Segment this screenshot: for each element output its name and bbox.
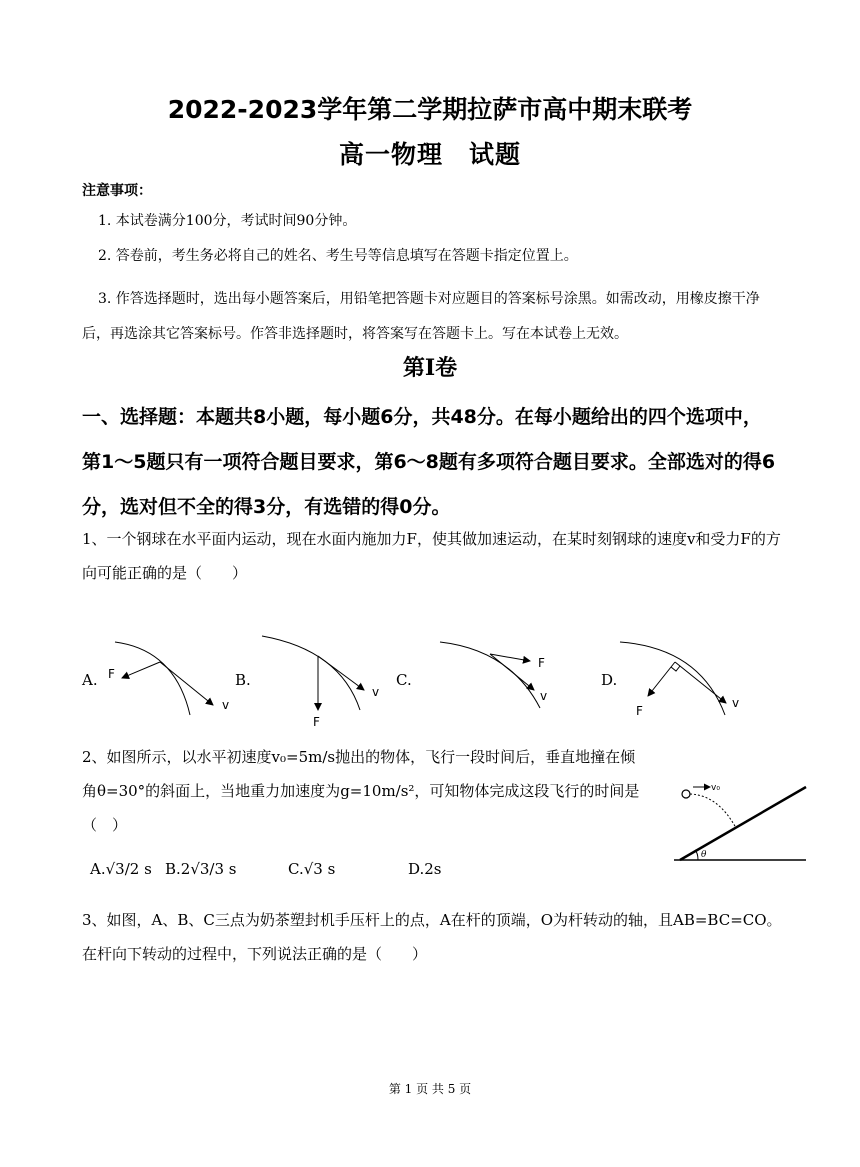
exam-subtitle: 高一物理 试题 bbox=[338, 140, 521, 169]
q1-figures bbox=[0, 620, 860, 735]
q1-figure-a bbox=[108, 642, 229, 715]
q1-option-c-label: C. bbox=[396, 671, 412, 689]
exam-title: 2022-2023学年第二学期拉萨市高中期末联考 bbox=[167, 95, 693, 124]
q1-b-force-label: F bbox=[313, 715, 320, 729]
q2-incline-figure bbox=[670, 775, 810, 867]
notice-item-2: 2. 答卷前，考生务必将自己的姓名、考生号等信息填写在答题卡指定位置上。 bbox=[98, 248, 578, 264]
q1-c-force-label: F bbox=[538, 656, 545, 670]
q2-option-a: A.√3/2 s bbox=[90, 860, 152, 878]
q1-d-force-label: F bbox=[636, 704, 643, 718]
notice-item-3: 3. 作答选择题时，选出每小题答案后，用铅笔把答题卡对应题目的答案标号涂黑。如需改动，用橡皮擦干净后，再选涂其它答案标号。作答非选择题时，将答案写在答题卡上。写在本试卷上无效。 bbox=[82, 291, 760, 342]
q1-option-d-label: D. bbox=[601, 671, 618, 689]
notice-heading: 注意事项： bbox=[82, 183, 152, 199]
q1-b-velocity-label: v bbox=[372, 685, 380, 699]
q1-d-velocity-label: v bbox=[732, 696, 740, 710]
q1-figure-d bbox=[620, 642, 739, 718]
q2-theta-label: θ bbox=[701, 850, 707, 860]
q1-figure-b bbox=[262, 636, 379, 729]
q1-option-a-label: A. bbox=[82, 671, 98, 689]
q1-a-velocity-label: v bbox=[222, 698, 230, 712]
q2-option-b: B.2√3/3 s bbox=[165, 860, 237, 878]
q2-option-d: D.2s bbox=[408, 860, 442, 878]
question-3-text: 3、如图，A、B、C三点为奶茶塑封机手压杆上的点，A在杆的顶端，O为杆转动的轴，且AB=BC=CO。在杆向下转动的过程中，下列说法正确的是（ ） bbox=[82, 911, 782, 963]
page-footer: 第 1 页 共 5 页 bbox=[388, 1082, 472, 1096]
question-1-text: 1、一个钢球在水平面内运动，现在水面内施加力F，使其做加速运动，在某时刻钢球的速度v和受力F的方向可能正确的是（ ） bbox=[82, 530, 781, 582]
q2-option-c: C.√3 s bbox=[288, 860, 336, 878]
volume-heading: 第Ⅰ卷 bbox=[402, 355, 458, 381]
q1-a-force-label: F bbox=[108, 667, 115, 681]
q2-v0-label: v₀ bbox=[711, 783, 720, 793]
notice-item-1: 1. 本试卷满分100分，考试时间90分钟。 bbox=[98, 213, 357, 229]
question-2-text: 2、如图所示，以水平初速度v₀=5m/s抛出的物体，飞行一段时间后，垂直地撞在倾角θ=30°的斜面上，当地重力加速度为g=10m/s²，可知物体完成这段飞行的时间是（ ） bbox=[82, 748, 640, 834]
q1-c-velocity-label: v bbox=[540, 689, 548, 703]
q1-option-b-label: B. bbox=[235, 671, 251, 689]
section-heading: 一、选择题：本题共8小题，每小题6分，共48分。在每小题给出的四个选项中，第1～5题只有一项符合题目要求，第6～8题有多项符合题目要求。全部选对的得6分，选对但不全的得3分，有选错的得0分。 bbox=[82, 406, 776, 518]
q1-figure-c bbox=[440, 642, 547, 708]
